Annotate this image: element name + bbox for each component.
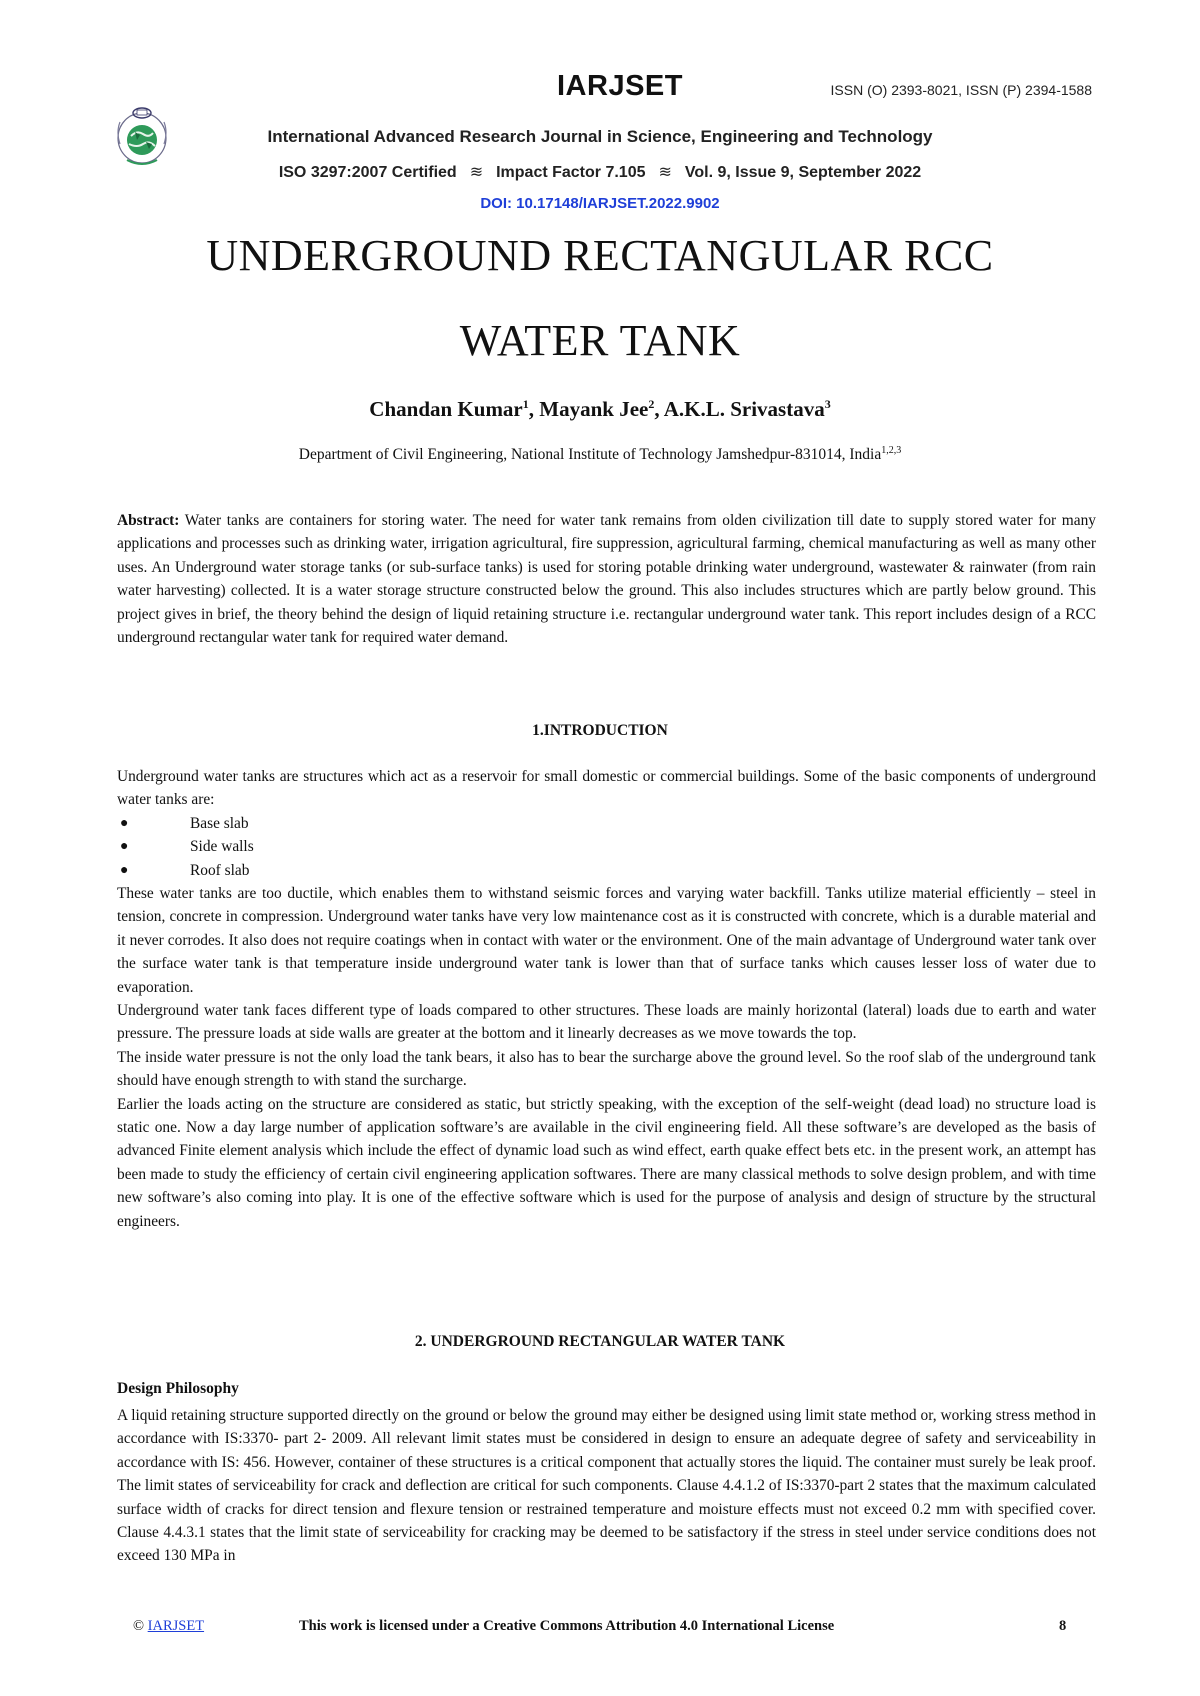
bullet-icon: ● (120, 862, 129, 878)
abstract-label: Abstract: (117, 512, 180, 529)
author-name: Chandan Kumar (369, 397, 523, 421)
bullet-icon: ● (120, 815, 129, 831)
paper-title-line-2: WATER TANK (459, 316, 741, 365)
separator-glyph: ≋ (658, 164, 672, 181)
list-item-text: Roof slab (190, 861, 250, 879)
separator-glyph: ≋ (469, 164, 484, 181)
list-item-text: Base slab (190, 814, 249, 832)
certification-line (0, 162, 1200, 182)
copyright-symbol: © (133, 1618, 145, 1634)
affiliation-marks: 1,2,3 (881, 445, 902, 456)
author-name: A.K.L. Srivastava (663, 397, 825, 421)
volume-issue: Vol. 9, Issue 9, September 2022 (684, 164, 922, 181)
author-affil-mark: 1 (522, 397, 529, 411)
design-philosophy-body (117, 1404, 1096, 1568)
intro-lead-paragraph: Underground water tanks are structures which act as a reservoir for small domestic or commercial buildings. Some of the basic components of underground water tanks are: (117, 768, 1096, 809)
section-heading-underground-tank: 2. UNDERGROUND RECTANGULAR WATER TANK (414, 1333, 786, 1350)
abstract-text: Water tanks are containers for storing water. The need for water tank remains from olden civilization till date to supply stored water for many applications and processes such as drinking water, irrigation agricultural, fire suppression, agricultural farming, chemical manufacturing as well as many other uses. An Underground water storage tanks (or sub-surface tanks) is used for storing potable drinking water underground, wastewater & rainwater (from rain water harvesting) collected. It is a water storage structure constructed below the ground. This also includes structures which are partly below ground. This project gives in brief, the theory behind the design of liquid retaining structure i.e. rectangular underground water tank. This report includes design of a RCC underground rectangular water tank for required water demand. (117, 512, 1096, 647)
license-statement: This work is licensed under a Creative Commons Attribution 4.0 International License (299, 1618, 835, 1634)
paper-title-line-1: UNDERGROUND RECTANGULAR RCC (206, 231, 994, 280)
list-item (117, 859, 1096, 882)
intro-paragraph: Underground water tank faces different type of loads compared to other structures. These loads are mainly horizontal (lateral) loads due to earth and water pressure. The pressure loads at side walls are greater at the bottom and it linearly decreases as we move towards the top. (117, 1002, 1096, 1043)
abstract (117, 509, 1096, 649)
author-affil-mark: 3 (824, 397, 831, 411)
introduction-body (117, 765, 1096, 1233)
doi-link[interactable]: DOI: 10.17148/IARJSET.2022.9902 (480, 195, 720, 212)
component-list (117, 812, 1096, 882)
author-separator: , (528, 397, 540, 421)
journal-abbreviation: IARJSET (557, 70, 683, 102)
affiliation-text: Department of Civil Engineering, National Institute of Technology Jamshedpur-831014, India (298, 446, 882, 464)
intro-paragraph: These water tanks are too ductile, which enables them to withstand seismic forces and varying water backfill. Tanks utilize material efficiently – steel in tension, concrete in compression. Underground water tanks have very low maintenance cost as it is constructed with concrete, which is a durable material and it never corrodes. It also does not require coatings when in contact with water or the environment. One of the main advantage of Underground water tank over the surface water tank is that temperature inside underground water tank is lower than that of surface tanks which causes lesser loss of water due to evaporation. (117, 884, 1096, 996)
design-paragraph: A liquid retaining structure supported directly on the ground or below the ground may either be designed using limit state method or, working stress method in accordance with IS:3370- part 2- 2009. All relevant limit states must be considered in design to ensure an adequate degree of safety and serviceability in accordance with IS: 456. However, container of these structures is a critical component that actually stores the liquid. The container must surely be leak proof. The limit states of serviceability for crack and deflection are critical for such components. Clause 4.4.1.2 of IS:3370-part 2 states that the maximum calculated surface width of cracks for direct tension and flexure tension or restrained temperature and moisture effects must not exceed 0.2 mm with specified cover. Clause 4.4.3.1 states that the limit state of serviceability for cracking may be deemed to be satisfactory if the stress in steel under service conditions does not exceed 130 MPa in (117, 1407, 1096, 1565)
author-name: Mayank Jee (539, 397, 649, 421)
list-item-text: Side walls (190, 838, 254, 856)
issn-info: ISSN (O) 2393-8021, ISSN (P) 2394-1588 (830, 82, 1092, 98)
impact-factor: Impact Factor 7.105 (496, 164, 646, 181)
iso-certification: ISO 3297:2007 Certified (278, 164, 457, 181)
author-affil-mark: 2 (648, 397, 655, 411)
affiliation (0, 445, 1200, 464)
list-item (117, 812, 1096, 835)
bullet-icon: ● (120, 839, 129, 855)
subheading-design-philosophy: Design Philosophy (117, 1380, 239, 1397)
iarjset-link[interactable]: IARJSET (147, 1618, 205, 1634)
page-number: 8 (1059, 1618, 1067, 1634)
copyright (133, 1618, 204, 1635)
journal-name: International Advanced Research Journal in Science, Engineering and Technology (267, 127, 933, 146)
author-separator: , (654, 397, 664, 421)
intro-paragraph: The inside water pressure is not the only load the tank bears, it also has to bear the surcharge above the ground level. So the roof slab of the underground tank should have enough strength to with stand the surcharge. (117, 1048, 1096, 1090)
section-heading-introduction: 1.INTRODUCTION (532, 722, 668, 739)
list-item (117, 835, 1096, 858)
author-list (0, 397, 1200, 422)
intro-paragraph: Earlier the loads acting on the structure are considered as static, but strictly speaking, with the exception of the self-weight (dead load) no structure load is static one. Now a day large number of application software’s are available in the civil engineering field. All these software’s are developed as the basis of advanced Finite element analysis which include the effect of dynamic load such as wind effect, earth quake effect bets etc. in the present work, an attempt has been made to study the efficiency of certain civil engineering application softwares. There are many classical methods to solve design problem, and with time new software’s also coming into play. It is one of the effective software which is used for the purpose of analysis and design of structure by the structural engineers. (117, 1095, 1096, 1230)
